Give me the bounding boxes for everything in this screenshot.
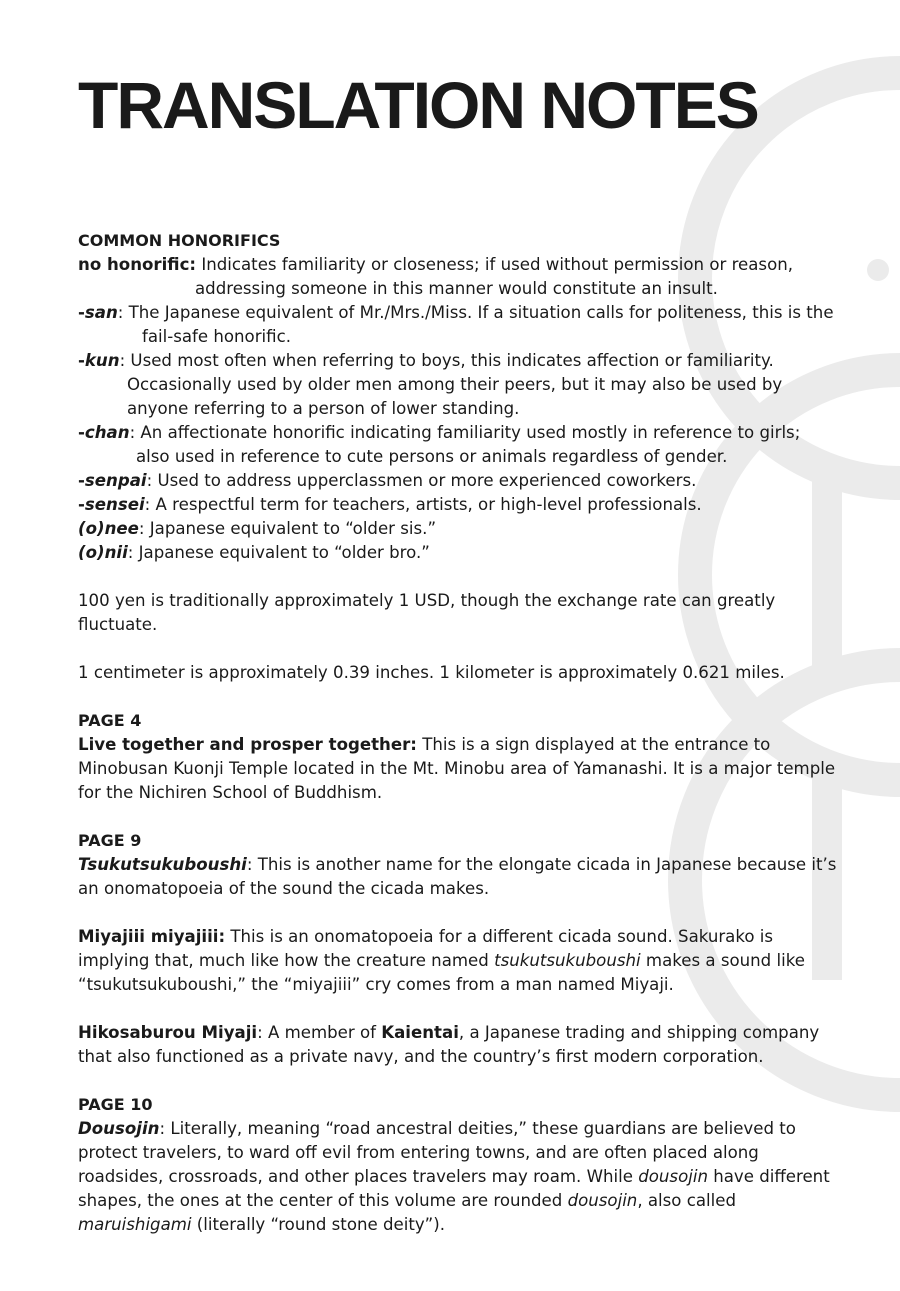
honorific-entry (78, 253, 838, 301)
honorific-definition: : A respectful term for teachers, artists, or high-level professionals. (144, 495, 702, 514)
honorifics-heading: COMMON HONORIFICS (78, 231, 281, 250)
honorific-term: (o)nee (78, 519, 139, 538)
note-term: Hikosaburou Miyaji (78, 1023, 258, 1042)
honorific-prefix: - (78, 423, 85, 442)
note-italic-term: dousojin (567, 1191, 638, 1210)
honorific-entry (78, 493, 838, 517)
honorific-definition: : Japanese equivalent to “older sis.” (138, 519, 437, 538)
honorific-prefix: - (78, 303, 85, 322)
honorific-term: san (84, 303, 118, 322)
tsukutsukuboushi-note (78, 853, 838, 901)
note-text: This is an onomatopoeia for a different cicada sound. Sakurako is implying that, much like how the creature named (78, 927, 774, 970)
honorific-entry (78, 469, 838, 493)
page-title: TRANSLATION NOTES (78, 68, 758, 142)
note-term: Kaientai (381, 1023, 459, 1042)
honorific-definition: : Used most often when referring to boys, this indicates affection or familiarity. Occasionally used by older men among their peers, but it may also be used by anyone referring to a person of lower standing. (119, 351, 783, 418)
notes-content (78, 229, 838, 1237)
honorific-term: senpai (84, 471, 147, 490)
metric-note: 1 centimeter is approximately 0.39 inches. 1 kilometer is approximately 0.621 miles. (78, 663, 785, 682)
honorific-definition: Indicates familiarity or closeness; if used without permission or reason, addressing someone in this manner would constitute an insult. (195, 255, 794, 298)
note-italic-term: tsukutsukuboushi (494, 951, 641, 970)
note-text: : A member of (257, 1023, 382, 1042)
page-9-heading: PAGE 9 (78, 831, 142, 850)
honorific-definition: : Japanese equivalent to “older bro.” (127, 543, 430, 562)
honorific-prefix: - (78, 471, 85, 490)
note-text: , a Japanese trading and shipping company that also functioned as a private navy, and the country’s first modern corporation. (78, 1023, 820, 1066)
note-text: : Literally, meaning “road ancestral deities,” these guardians are believed to protect travelers, to ward off evil from entering towns, and are often placed along roadsides, crossroads, and other places travelers may roam. While (78, 1119, 796, 1186)
honorific-entry (78, 517, 838, 541)
hikosaburou-note (78, 1021, 838, 1069)
note-text: , also called (637, 1191, 736, 1210)
honorific-prefix: - (78, 351, 85, 370)
note-italic-term: dousojin (638, 1167, 708, 1186)
honorific-entry (78, 301, 838, 349)
note-term: Dousojin (78, 1119, 160, 1138)
note-italic-term: maruishigami (78, 1215, 192, 1234)
honorific-term: sensei (84, 495, 145, 514)
page-4-heading: PAGE 4 (78, 711, 142, 730)
honorific-prefix: - (78, 495, 85, 514)
honorific-entry (78, 421, 838, 469)
note-term: Tsukutsukuboushi (78, 855, 247, 874)
honorific-term: kun (84, 351, 120, 370)
note-text: have different shapes, the ones at the center of this volume are rounded (78, 1167, 830, 1210)
note-text: (literally “round stone deity”). (191, 1215, 445, 1234)
honorific-term: no honorific: (78, 255, 197, 274)
honorific-definition: : The Japanese equivalent of Mr./Mrs./Miss. If a situation calls for politeness, this is the fail-safe honorific. (117, 303, 834, 346)
currency-note: 100 yen is traditionally approximately 1 USD, though the exchange rate can greatly fluctuate. (78, 591, 776, 634)
page-10-heading: PAGE 10 (78, 1095, 153, 1114)
note-text: This is a sign displayed at the entrance to Minobusan Kuonji Temple located in the Mt. Minobu area of Yamanashi. It is a major temple for the Nichiren School of Buddhism. (78, 735, 836, 802)
note-text: makes a sound like “tsukutsukuboushi,” the “miyajiii” cry comes from a man named Miyaji. (78, 951, 805, 994)
honorific-term: (o)nii (78, 543, 128, 562)
dousojin-note (78, 1117, 838, 1237)
miyajiii-note (78, 925, 838, 997)
note-term: Miyajiii miyajiii: (78, 927, 226, 946)
note-text: : This is another name for the elongate cicada in Japanese because it’s an onomatopoeia of the sound the cicada makes. (78, 855, 837, 898)
honorific-entry (78, 541, 838, 565)
honorific-definition: : An affectionate honorific indicating familiarity used mostly in reference to girls; also used in reference to cute persons or animals regardless of gender. (129, 423, 801, 466)
honorific-entry (78, 349, 838, 421)
page-4-note (78, 733, 838, 805)
honorific-term: chan (84, 423, 130, 442)
honorific-definition: : Used to address upperclassmen or more experienced coworkers. (146, 471, 697, 490)
note-term: Live together and prosper together: (78, 735, 417, 754)
